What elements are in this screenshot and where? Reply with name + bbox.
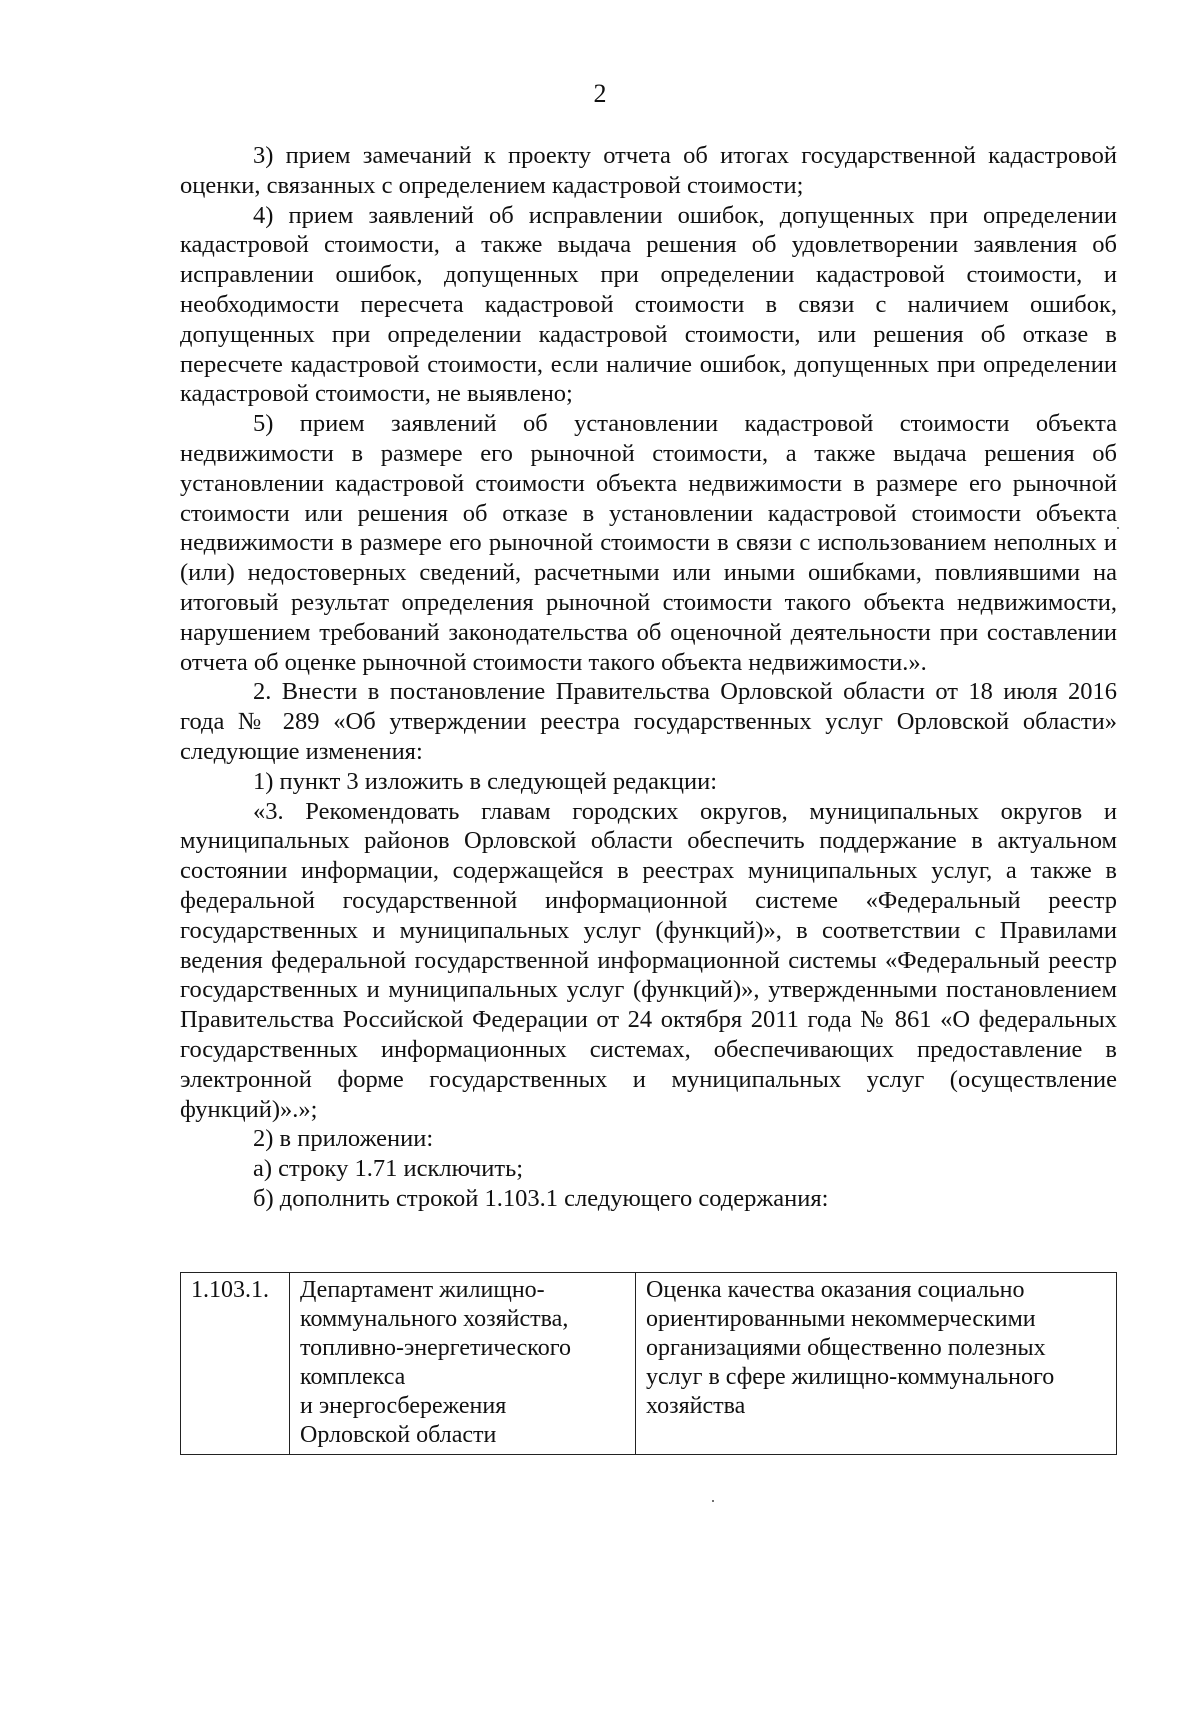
row-number-cell: 1.103.1. [181, 1273, 290, 1455]
paragraph-subitem-1: 1) пункт 3 изложить в следующей редакции: [253, 767, 718, 795]
department-line: коммунального хозяйства, [300, 1306, 569, 1332]
paragraph-item-3: 3) прием замечаний к проекту отчета об итогах государственной кадастровой оценки, связанных с определением кадастровой стоимости; [180, 142, 1117, 199]
paragraph-subitem-a: а) строку 1.71 исключить; [253, 1155, 524, 1183]
department-line: комплекса [300, 1364, 406, 1390]
paragraph-quoted-clause-3: «3. Рекомендовать главам городских округов, муниципальных округов и муниципальных районов Орловской области обеспечить поддержание в актуальном состоянии информации, содержащейся в реестрах муниципальных услуг, а также в федеральной государственной информационной системе «Федеральный реестр государственных и муниципальных услуг (функций)», в соответствии с Правилами ведения федеральной государственной информационной системы «Федеральный реестр государственных и муниципальных услуг (функций)», утвержденными постановлением Правительства Российской Федерации от 24 октября 2011 года № 861 «О федеральных государственных информационных системах, обеспечивающих предоставление в электронной форме государственных и муниципальных услуг (осуществление функций)».»; [180, 797, 1117, 1123]
scan-artifact-dot [712, 1500, 714, 1502]
table-row [181, 1273, 1117, 1455]
department-line: и энергосбережения [300, 1393, 507, 1419]
paragraph-item-4: 4) прием заявлений об исправлении ошибок, допущенных при определении кадастровой стоимости, а также выдача решения об удовлетворении заявления об исправлении ошибок, допущенных при определении кадастровой стоимости, и необходимости пересчета кадастровой стоимости в связи с наличием ошибок, допущенных при определении кадастровой стоимости, или решения об отказе в пересчете кадастровой стоимости, если наличие ошибок, допущенных при определении кадастровой стоимости, не выявлено; [180, 201, 1117, 408]
paragraph-subitem-b: б) дополнить строкой 1.103.1 следующего содержания: [253, 1184, 829, 1212]
scan-artifact-dot [1117, 527, 1119, 529]
paragraph-item-5: 5) прием заявлений об установлении кадастровой стоимости объекта недвижимости в размере его рыночной стоимости, а также выдача решения об установлении кадастровой стоимости объекта недвижимости в размере его рыночной стоимости или решения об отказе в установлении кадастровой стоимости объекта недвижимости в размере его рыночной стоимости в связи с использованием неполных и (или) недостоверных сведений, расчетными или иными ошибками, повлиявшими на итоговый результат определения рыночной стоимости такого объекта недвижимости, нарушением требований законодательства об оценочной деятельности при составлении отчета об оценке рыночной стоимости такого объекта недвижимости.». [180, 410, 1117, 676]
service-name-cell: Оценка качества оказания социально ориентированными некоммерческими организациями общественно полезных услуг в сфере жилищно-коммунального хозяйства [636, 1273, 1117, 1455]
department-cell [290, 1273, 636, 1455]
department-line: топливно-энергетического [300, 1335, 571, 1361]
registry-row-table [180, 1272, 1117, 1455]
document-body [180, 141, 1117, 1214]
paragraph-subitem-2: 2) в приложении: [253, 1125, 434, 1153]
paragraph-clause-2: 2. Внести в постановление Правительства Орловской области от 18 июля 2016 года № 289 «Об утверждении реестра государственных услуг Орловской области» следующие изменения: [180, 678, 1117, 765]
department-line: Департамент жилищно- [300, 1277, 545, 1303]
department-line: Орловской области [300, 1422, 497, 1448]
page-number: 2 [593, 79, 607, 108]
